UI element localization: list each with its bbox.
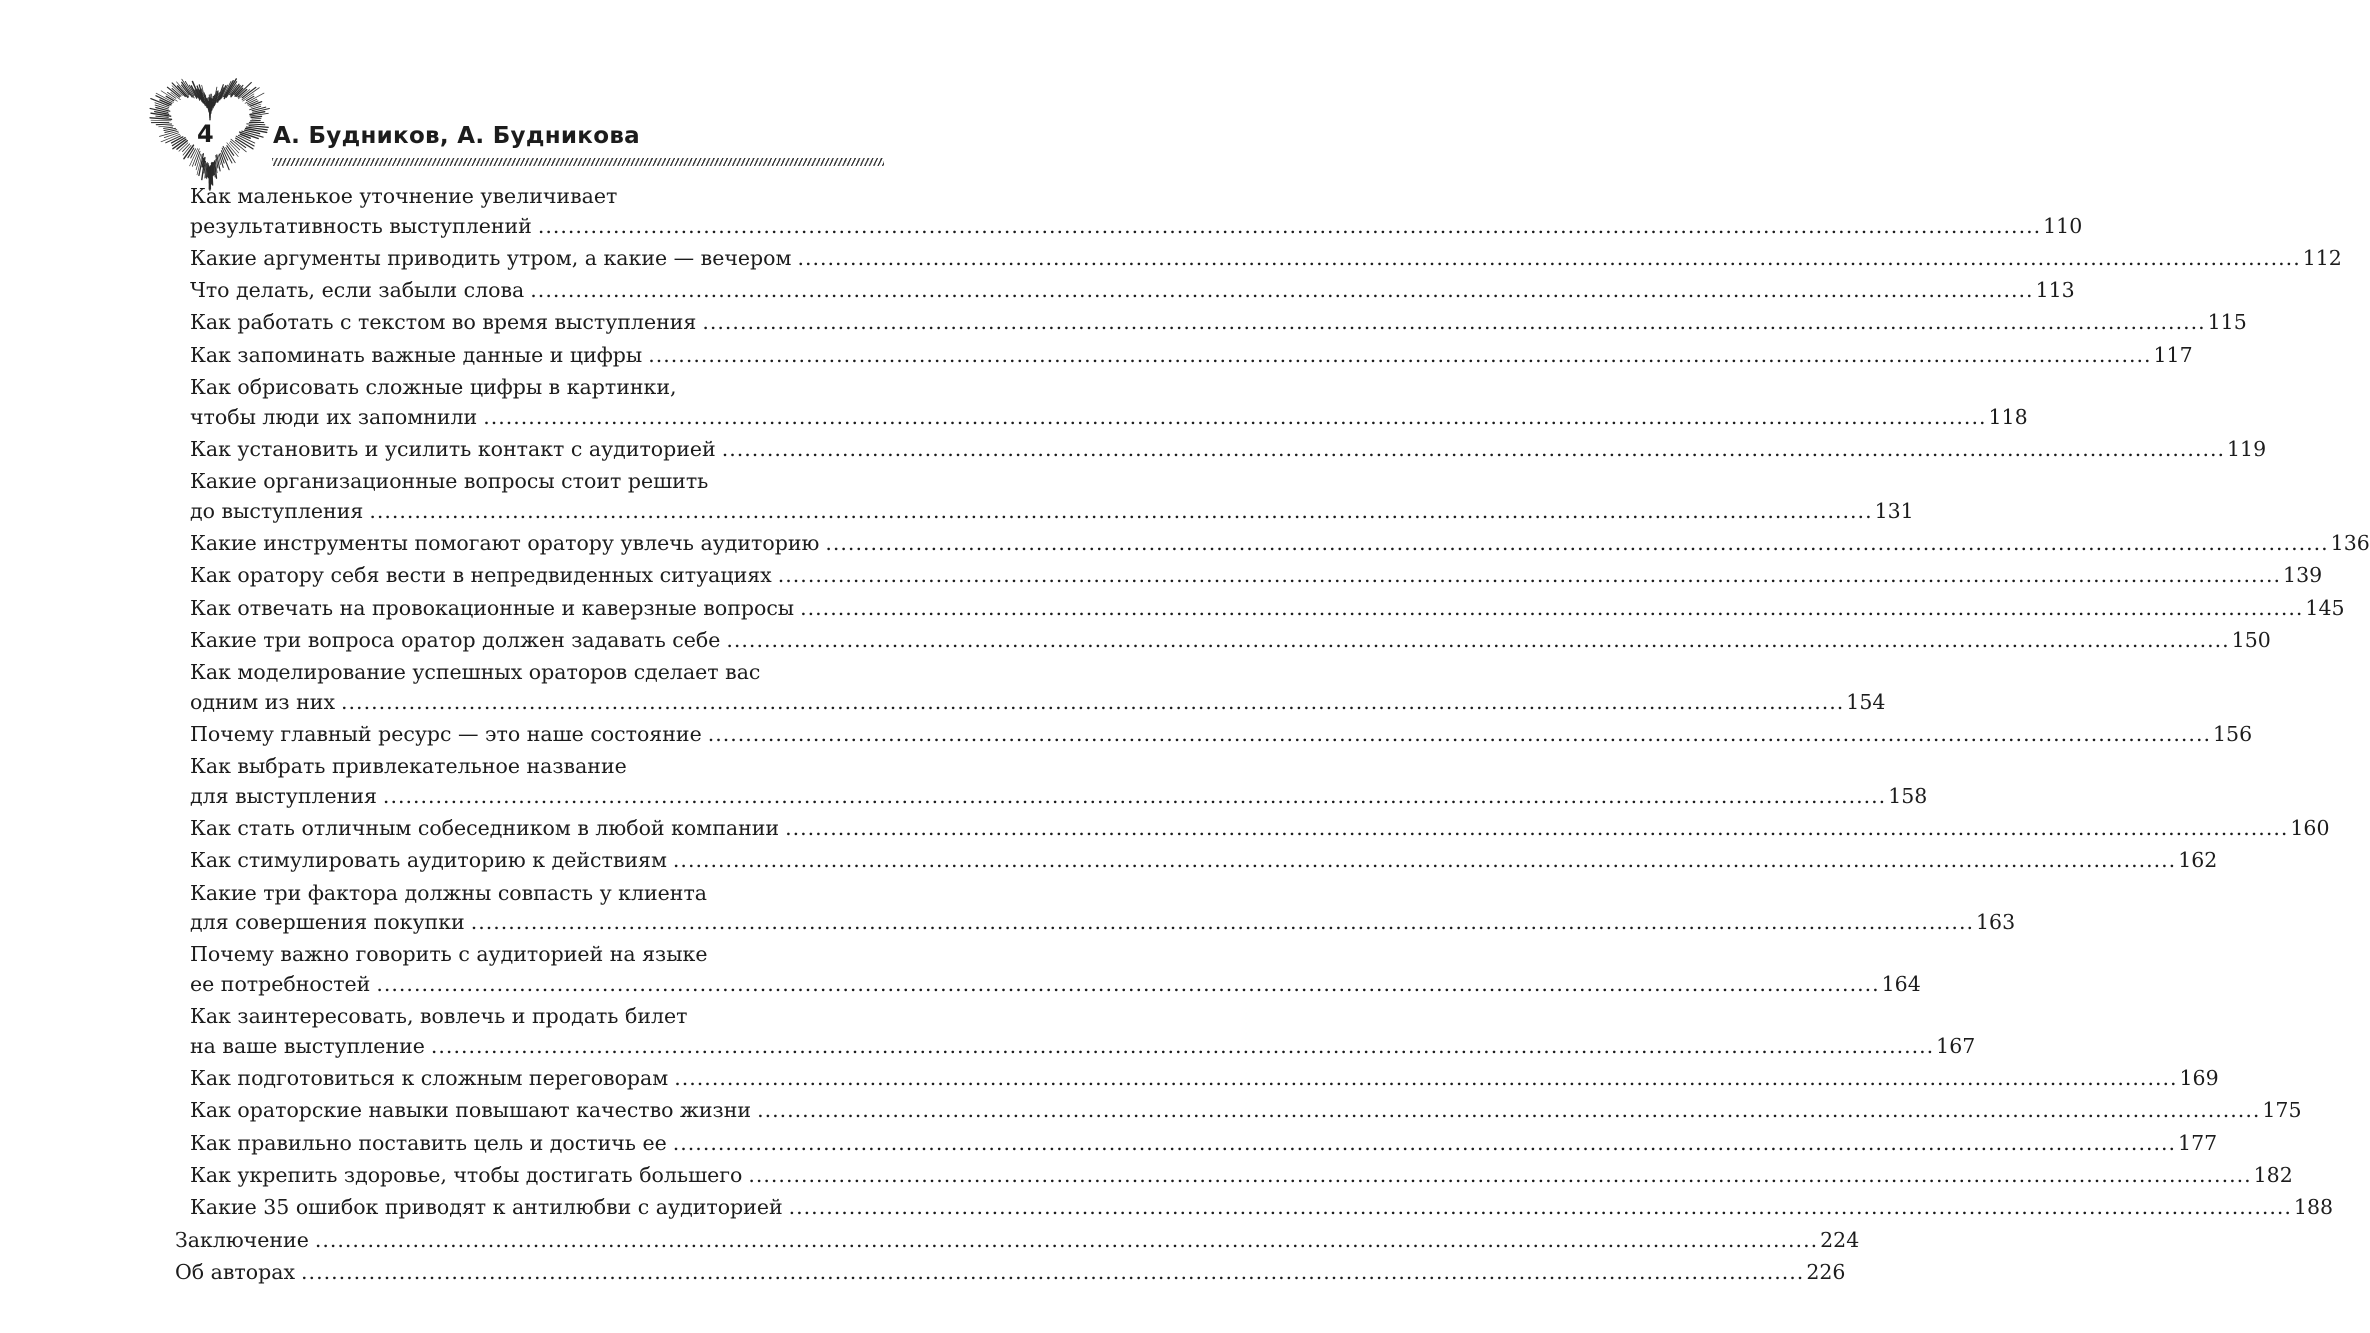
page-number: 4	[197, 120, 214, 148]
toc-entry-title: Какие три вопроса оратор должен задавать себе	[190, 627, 721, 652]
toc-entry-title: Как работать с текстом во время выступления	[190, 310, 697, 335]
toc-entry-title: ее потребностей	[190, 971, 371, 996]
toc-entry-title: Как моделирование успешных ораторов сделает вас	[190, 660, 761, 685]
toc-page-number: 158	[1888, 783, 1928, 808]
toc-entry-line	[190, 182, 617, 210]
dot-leader: ........................................................................................................................................................................................................	[707, 721, 2211, 746]
toc-entry	[190, 529, 2370, 557]
toc-entry-title: Как правильно поставить цель и достичь ее	[190, 1130, 667, 1155]
toc-entry-title: Какие три фактора должны совпасть у клиента	[190, 880, 708, 905]
toc-page-number: 156	[2212, 721, 2253, 746]
toc-page-number: 177	[2178, 1130, 2218, 1155]
toc-entry-title: на ваше выступление	[190, 1033, 425, 1058]
dot-leader: ........................................................................................................................................................................................................	[470, 910, 1974, 935]
toc-entry-title: для совершения покупки	[190, 910, 465, 935]
dot-leader: ........................................................................................................................................................................................................	[721, 436, 2226, 461]
toc-page-number: 224	[1820, 1227, 1860, 1252]
toc-entry-title: Какие организационные вопросы стоит решить	[190, 469, 709, 494]
toc-entry	[190, 497, 1914, 525]
toc-entry-title: Какие инструменты помогают оратору увлечь аудиторию	[190, 530, 820, 555]
toc-page-number: 117	[2153, 342, 2193, 367]
toc-entry-line	[190, 940, 707, 968]
toc-page-number: 136	[2330, 530, 2370, 555]
toc-page-number: 139	[2283, 563, 2323, 588]
toc-entry-title: для выступления	[190, 783, 377, 808]
dot-leader: ........................................................................................................................................................................................................	[537, 213, 2042, 238]
toc-page-number: 182	[2253, 1162, 2293, 1187]
dot-leader: ........................................................................................................................................................................................................	[430, 1033, 1935, 1058]
toc-entry-line	[190, 1002, 687, 1030]
dot-leader: ........................................................................................................................................................................................................	[341, 689, 1845, 714]
toc-entry	[190, 435, 2267, 463]
toc-entry	[190, 846, 2218, 874]
toc-entry	[190, 970, 1921, 998]
dot-leader: ........................................................................................................................................................................................................	[797, 245, 2301, 270]
dot-leader: ........................................................................................................................................................................................................	[674, 1066, 2178, 1090]
dot-leader: ........................................................................................................................................................................................................	[382, 783, 1887, 808]
toc-entry-title: Как стать отличным собеседником в любой компании	[190, 816, 780, 840]
toc-entry-title: Как запоминать важные данные и цифры	[190, 342, 643, 367]
toc-entry-title: Как маленькое уточнение увеличивает	[190, 184, 618, 208]
toc-entry	[190, 341, 2193, 369]
dot-leader: ........................................................................................................................................................................................................	[369, 498, 1873, 523]
dot-leader: ........................................................................................................................................................................................................	[702, 310, 2206, 335]
toc-page-number: 160	[2290, 816, 2330, 840]
toc-page-number: 118	[1988, 404, 2028, 429]
toc-entry	[175, 1258, 1846, 1286]
toc-entry	[190, 814, 2330, 842]
dot-leader: ........................................................................................................................................................................................................	[788, 1195, 2292, 1220]
dot-leader: ........................................................................................................................................................................................................	[483, 404, 1987, 429]
toc-entry	[190, 403, 2028, 431]
dot-leader: ........................................................................................................................................................................................................	[800, 595, 2304, 620]
toc-entry-line	[190, 752, 627, 780]
toc-entry	[190, 212, 2083, 240]
toc-entry-title: Почему главный ресурс — это наше состояние	[190, 721, 702, 746]
dot-leader: ........................................................................................................................................................................................................	[376, 971, 1880, 996]
toc-entry	[175, 1226, 1860, 1254]
toc-entry-title: Что делать, если забыли слова	[190, 278, 525, 303]
dot-leader: ........................................................................................................................................................................................................	[301, 1259, 1805, 1284]
toc-entry	[190, 244, 2342, 272]
toc-entry	[190, 908, 2016, 936]
toc-entry	[190, 720, 2253, 748]
toc-entry	[190, 626, 2271, 654]
dot-leader: ........................................................................................................................................................................................................	[748, 1162, 2252, 1187]
toc-entry-line	[190, 658, 760, 686]
toc-entry-title: Как оратору себя вести в непредвиденных ситуациях	[190, 563, 772, 588]
toc-page-number: 119	[2227, 436, 2267, 461]
toc-entry-title: Какие аргументы приводить утром, а какие — вечером	[190, 245, 792, 270]
toc-entry-title: Об авторах	[175, 1259, 296, 1284]
running-title: А. Будников, А. Будникова	[273, 123, 640, 149]
toc-page-number: 150	[2231, 627, 2271, 652]
toc-entry	[190, 561, 2323, 589]
dot-leader: ........................................................................................................................................................................................................	[314, 1227, 1819, 1252]
toc-entry	[190, 1193, 2334, 1221]
toc-entry	[190, 276, 2075, 304]
toc-page-number: 154	[1846, 689, 1886, 714]
dot-leader: ........................................................................................................................................................................................................	[530, 278, 2034, 303]
toc-page-number: 163	[1975, 910, 2016, 935]
toc-entry-title: Какие 35 ошибок приводят к антилюбви с аудиторией	[190, 1195, 783, 1220]
toc-entry-title: чтобы люди их запомнили	[190, 404, 478, 429]
toc-entry	[190, 1129, 2218, 1157]
dot-leader: ........................................................................................................................................................................................................	[726, 627, 2230, 652]
toc-entry	[190, 782, 1928, 810]
toc-entry-title: Как отвечать на провокационные и каверзные вопросы	[190, 595, 795, 620]
dot-leader: ........................................................................................................................................................................................................	[672, 1130, 2177, 1155]
toc-entry-line	[190, 879, 707, 907]
toc-entry-title: Как обрисовать сложные цифры в картинки,	[190, 375, 677, 399]
toc-entry-title: Как подготовиться к сложным переговорам	[190, 1066, 669, 1090]
toc-page-number: 167	[1936, 1033, 1976, 1058]
toc-entry	[190, 1032, 1976, 1060]
toc-entry	[190, 594, 2345, 622]
toc-entry-title: Как заинтересовать, вовлечь и продать билет	[190, 1004, 688, 1029]
toc-page-number: 113	[2035, 278, 2075, 303]
toc-page-number: 115	[2207, 310, 2247, 335]
dot-leader: ........................................................................................................................................................................................................	[757, 1098, 2261, 1123]
toc-page-number: 226	[1806, 1259, 1846, 1284]
toc-page-number: 164	[1881, 971, 1921, 996]
toc-entry-title: результативность выступлений	[190, 213, 532, 238]
toc-entry	[190, 308, 2247, 336]
toc-entry-title: Почему важно говорить с аудиторией на языке	[190, 942, 708, 967]
toc-page-number: 188	[2293, 1195, 2334, 1220]
dot-leader: ........................................................................................................................................................................................................	[672, 848, 2177, 873]
toc-page-number: 175	[2262, 1098, 2302, 1123]
toc-entry-title: Как установить и усилить контакт с аудиторией	[190, 436, 716, 461]
toc-entry-title: Как стимулировать аудиторию к действиям	[190, 848, 667, 873]
dot-leader: ........................................................................................................................................................................................................	[648, 342, 2152, 367]
toc-entry-title: одним из них	[190, 689, 336, 714]
toc-page-number: 110	[2043, 213, 2083, 238]
toc-page-number: 162	[2178, 848, 2218, 873]
toc-page-number: 169	[2179, 1066, 2219, 1090]
toc-entry-title: Как ораторские навыки повышают качество жизни	[190, 1098, 752, 1123]
toc-page-number: 145	[2305, 595, 2345, 620]
toc-entry-title: Как укрепить здоровье, чтобы достигать большего	[190, 1162, 743, 1187]
toc-entry-title: до выступления	[190, 498, 364, 523]
toc-entry-title: Заключение	[175, 1227, 309, 1252]
dot-leader: ........................................................................................................................................................................................................	[777, 563, 2282, 588]
toc-entry	[190, 1064, 2219, 1092]
toc-entry	[190, 1096, 2302, 1124]
toc-page-number: 131	[1874, 498, 1914, 523]
dot-leader: ........................................................................................................................................................................................................	[825, 530, 2329, 555]
toc-entry	[190, 688, 1886, 716]
toc-entry	[190, 1161, 2293, 1189]
toc-entry-line	[190, 467, 708, 495]
toc-entry-line	[190, 373, 677, 401]
toc-entry-title: Как выбрать привлекательное название	[190, 754, 627, 779]
toc-page-number: 112	[2302, 245, 2342, 270]
dot-leader: ........................................................................................................................................................................................................	[785, 816, 2289, 840]
